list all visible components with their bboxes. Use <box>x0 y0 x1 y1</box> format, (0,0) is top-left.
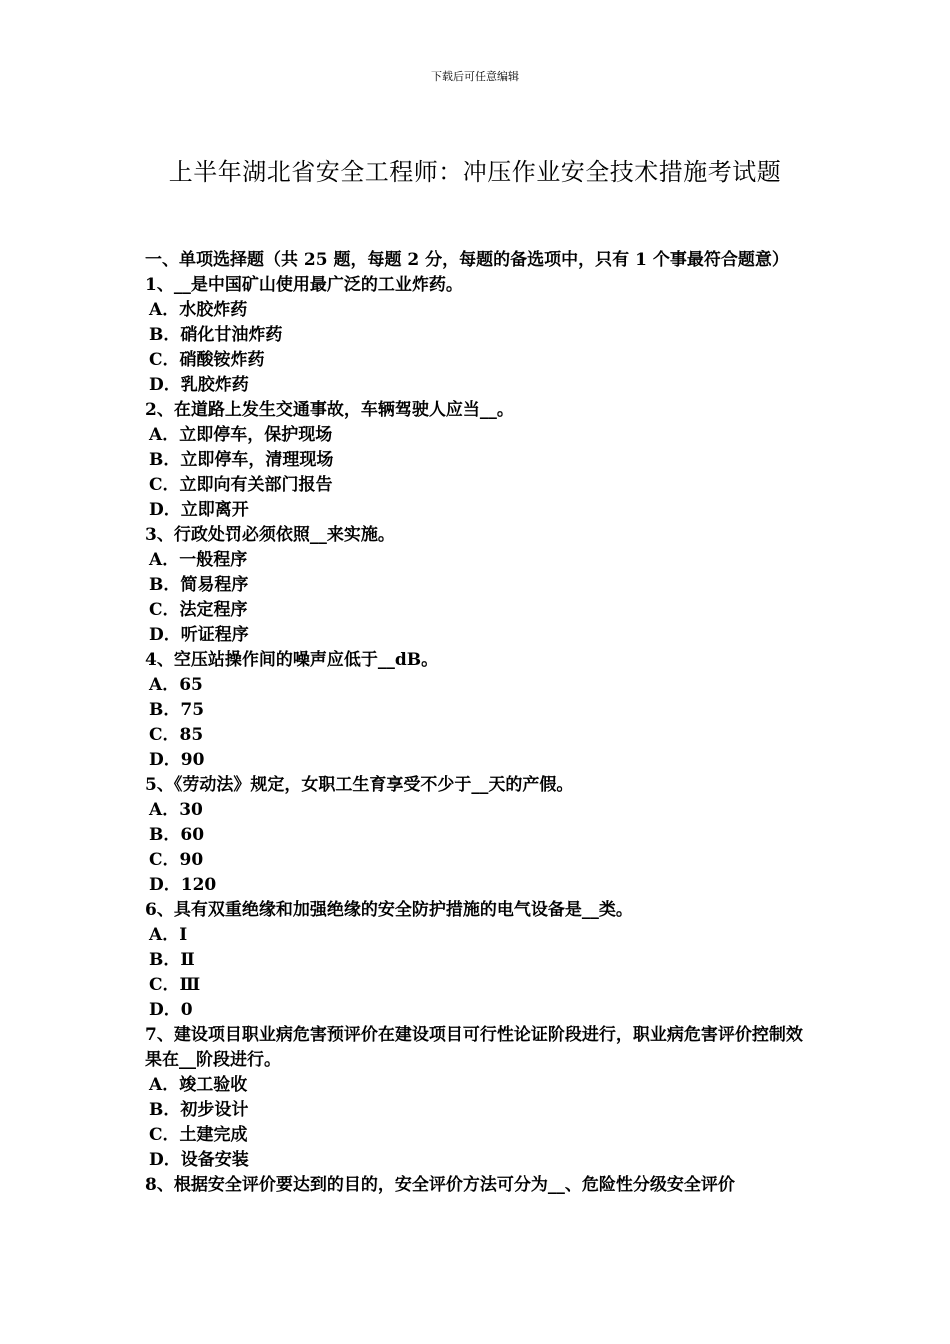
answer-option: D．0 <box>149 1000 193 1020</box>
answer-option: A．65 <box>149 675 203 695</box>
question-text: 7、建设项目职业病危害预评价在建设项目可行性论证阶段进行，职业病危害评价控制效果在__阶段进行。 <box>145 1025 803 1070</box>
answer-option: D．90 <box>149 750 205 770</box>
question-text: 6、具有双重绝缘和加强绝缘的安全防护措施的电气设备是__类。 <box>145 900 633 920</box>
document-body <box>145 248 810 1198</box>
question-text: 1、__是中国矿山使用最广泛的工业炸药。 <box>145 275 463 295</box>
question-text: 4、空压站操作间的噪声应低于__dB。 <box>145 650 439 670</box>
answer-option: B．立即停车，清理现场 <box>149 450 334 470</box>
answer-option: D．立即离开 <box>149 500 249 520</box>
answer-option: C．土建完成 <box>149 1125 248 1145</box>
answer-option: B．Ⅱ <box>149 950 195 970</box>
answer-option: C．法定程序 <box>149 600 248 620</box>
answer-option: A．30 <box>149 800 203 820</box>
section-heading: 一、单项选择题（共 25 题，每题 2 分，每题的备选项中，只有 1 个事最符合题意） <box>145 250 789 270</box>
document-title: 上半年湖北省安全工程师：冲压作业安全技术措施考试题 <box>168 158 782 186</box>
answer-option: A．立即停车，保护现场 <box>149 425 333 445</box>
answer-option: A．竣工验收 <box>149 1075 248 1095</box>
answer-option: B．75 <box>149 700 205 720</box>
answer-option: C．90 <box>149 850 204 870</box>
question-text: 2、在道路上发生交通事故，车辆驾驶人应当__。 <box>145 400 514 420</box>
answer-option: D．乳胶炸药 <box>149 375 249 395</box>
question-text: 8、根据安全评价要达到的目的，安全评价方法可分为__、危险性分级安全评价 <box>145 1175 735 1195</box>
answer-option: A．一般程序 <box>149 550 248 570</box>
answer-option: D．听证程序 <box>149 625 249 645</box>
answer-option: C．85 <box>149 725 204 745</box>
question-text: 3、行政处罚必须依照__来实施。 <box>145 525 395 545</box>
answer-option: C．Ⅲ <box>149 975 201 995</box>
answer-option: B．初步设计 <box>149 1100 249 1120</box>
answer-option: B．硝化甘油炸药 <box>149 325 283 345</box>
answer-option: D．120 <box>149 875 217 895</box>
answer-option: C．立即向有关部门报告 <box>149 475 333 495</box>
question-text: 5、《劳动法》规定，女职工生育享受不少于__天的产假。 <box>145 775 574 795</box>
page-header: 下载后可任意编辑 <box>431 70 519 83</box>
answer-option: D．设备安装 <box>149 1150 249 1170</box>
question-list <box>145 273 810 1198</box>
answer-option: A．水胶炸药 <box>149 300 248 320</box>
answer-option: C．硝酸铵炸药 <box>149 350 265 370</box>
answer-option: A．Ⅰ <box>149 925 188 945</box>
answer-option: B．60 <box>149 825 205 845</box>
answer-option: B．简易程序 <box>149 575 249 595</box>
